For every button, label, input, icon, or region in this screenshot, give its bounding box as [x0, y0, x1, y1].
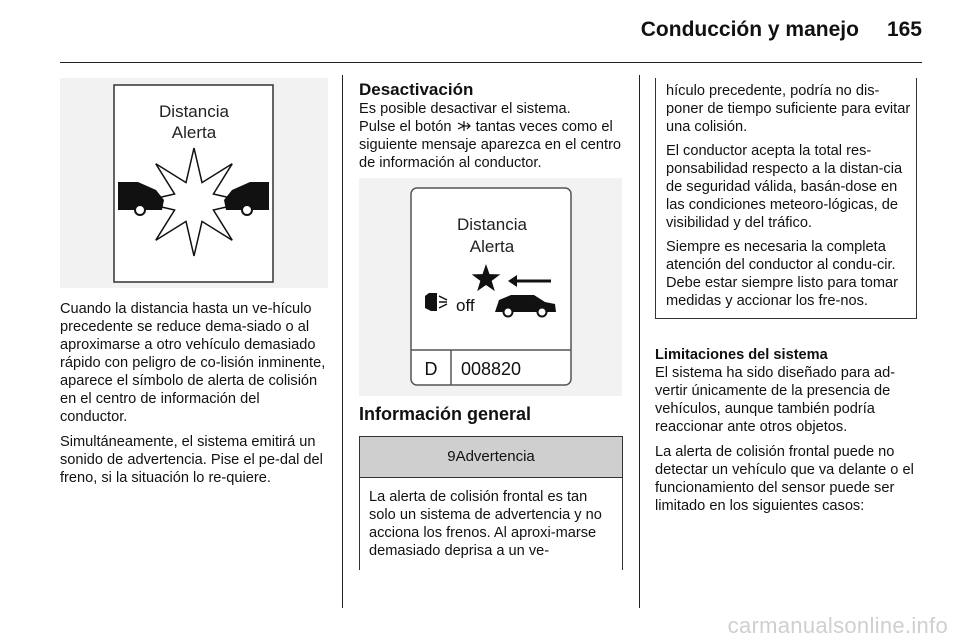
dic-display-figure [359, 178, 622, 396]
figure2-line1: Distancia [457, 215, 527, 234]
general-info-heading: Información general [359, 404, 532, 424]
odometer-reading: 008820 [461, 359, 522, 379]
column-divider-left [342, 75, 343, 608]
figure2-line2: Alerta [469, 237, 515, 256]
warning-box [359, 436, 623, 570]
gear-indicator: D [424, 359, 438, 379]
col1-paragraph-1: Cuando la distancia hasta un ve-hículo precedente se reduce dema-siado o al aproximarse a otro vehículo demasiado rápido con peligro de co-lisión inminente, aparece el símbolo de alerta de colisión en el centro de información del conductor. [60, 301, 326, 425]
warning-box-continued [655, 78, 917, 319]
limitations-heading: Limitaciones del sistema [655, 347, 828, 363]
warning-icon: 9 [447, 448, 456, 465]
col1-paragraph-2: Simultáneamente, el sistema emitirá un sonido de advertencia. Pise el pe-dal del freno, si la situación lo re-quiere. [60, 434, 323, 486]
column-1 [60, 300, 328, 494]
col2-p2-before: Pulse el botón [359, 119, 452, 135]
column-divider-right [639, 75, 640, 608]
warning-text: La alerta de colisión frontal es tan solo un sistema de advertencia y no acciona los frenos. Al aproxi-marse demasiado deprisa a un ve- [369, 489, 602, 559]
column-2 [359, 80, 624, 172]
column-3 [655, 346, 920, 522]
col2-paragraph-1: Es posible desactivar el sistema. [359, 101, 571, 117]
warning-body [360, 478, 622, 570]
figure1-line1: Distancia [159, 102, 229, 121]
warning-cont-paragraph-3: Siempre es necesaria la completa atención del conductor al condu-cir. Debe estar siempre listo para tomar medidas y accionar los fre-nos. [666, 239, 898, 309]
figure1-line2: Alerta [171, 123, 217, 142]
warning-title-bar [360, 437, 622, 478]
col3-paragraph-1: El sistema ha sido diseñado para ad-vertir únicamente de la presencia de vehículos, aunque también podría reaccionar ante otros objetos. [655, 365, 896, 435]
off-label: off [456, 296, 475, 315]
col2-paragraph-2 [359, 118, 624, 172]
header-rule [60, 62, 922, 63]
chapter-title: Conducción y manejo [640, 18, 859, 41]
warning-cont-paragraph-2: El conductor acepta la total res-ponsabilidad respecto a la distan-cia de seguridad válida, basán-dose en las condiciones meteoro-lógicas, de visibilidad y del tráfico. [666, 143, 903, 231]
watermark: carmanualsonline.info [727, 613, 948, 638]
warning-cont-paragraph-1: hículo precedente, podría no dis-poner de tiempo suficiente para evitar una colisión. [666, 83, 911, 135]
col2-p2-after: tantas veces como el siguiente mensaje aparezca en el centro de información al conductor. [359, 119, 622, 171]
deactivation-heading: Desactivación [359, 80, 474, 99]
warning-title: Advertencia [455, 448, 535, 465]
page-number: 165 [886, 18, 922, 41]
collision-alert-button-icon [456, 120, 472, 132]
page-header [641, 18, 922, 42]
col3-paragraph-2: La alerta de colisión frontal puede no detectar un vehículo que va delante o el funcionamiento del sensor puede ser limitado en los siguientes casos: [655, 444, 914, 514]
collision-alert-figure [60, 78, 328, 288]
